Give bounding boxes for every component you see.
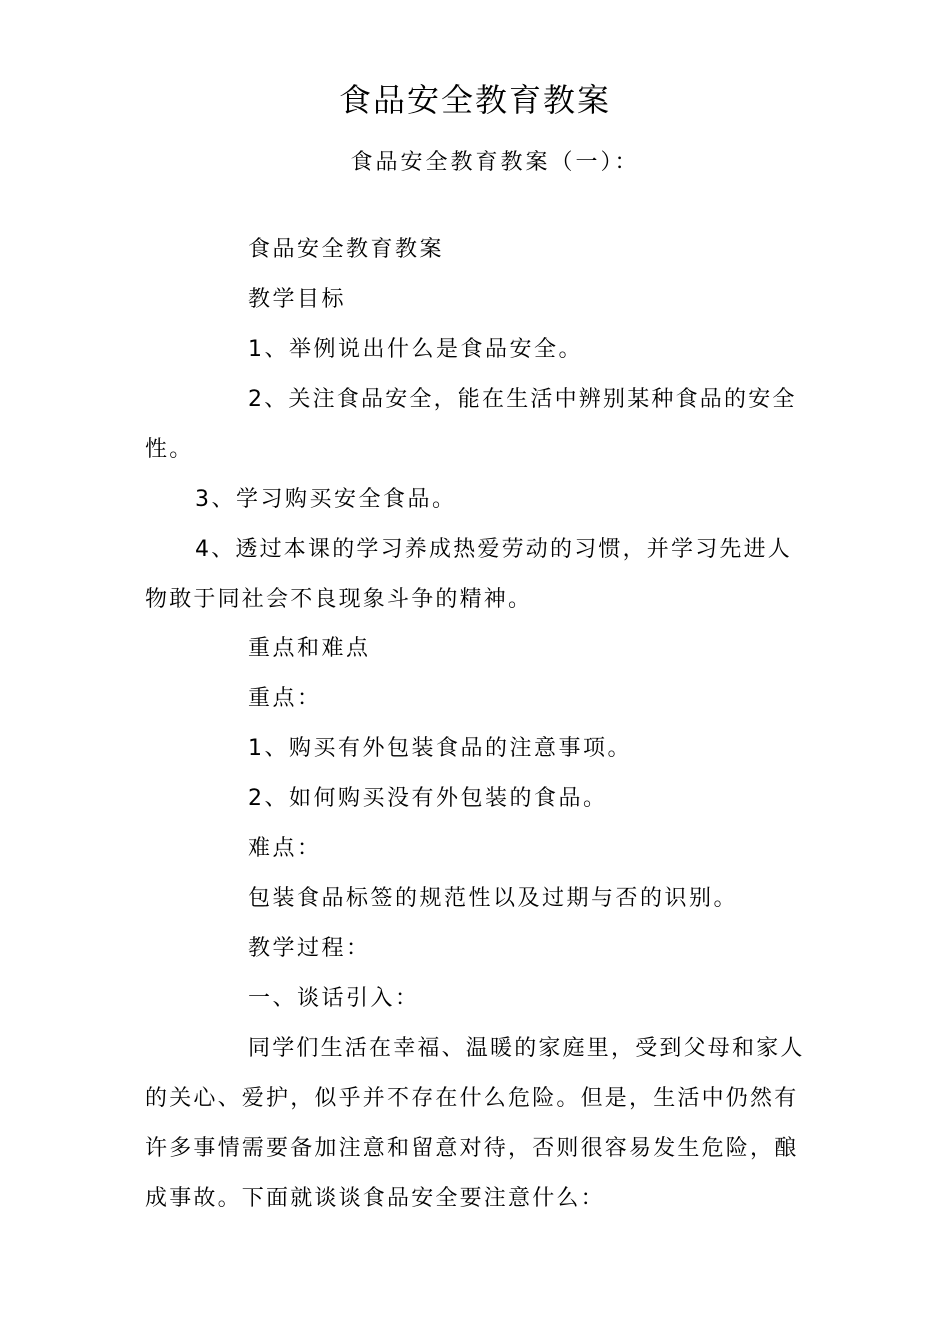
goal-item-1: 1、举例说出什么是食品安全。 <box>248 337 583 362</box>
process-heading: 教学过程： <box>248 936 371 961</box>
goal-item-3: 3、学习购买安全食品。 <box>195 487 457 512</box>
section-1-heading: 一、谈话引入： <box>248 986 420 1011</box>
key-point-2: 2、如何购买没有外包装的食品。 <box>248 786 608 811</box>
goal-item-2: 2、关注食品安全，能在生活中辨别某种食品的安全性。 <box>145 387 797 462</box>
lesson-heading: 食品安全教育教案 <box>248 237 445 262</box>
intro-paragraph: 同学们生活在幸福、温暖的家庭里，受到父母和家人的关心、爱护，似乎并不存在什么危险。但是，生活中仍然有许多事情需要备加注意和留意对待，否则很容易发生危险，酿成事故。下面就谈谈食品安全要注意什么： <box>145 1036 805 1211</box>
key-point-1: 1、购买有外包装食品的注意事项。 <box>248 736 632 761</box>
key-difficult-heading: 重点和难点 <box>248 636 371 661</box>
goal-item-4: 4、透过本课的学习养成热爱劳动的习惯，并学习先进人物敢于同社会不良现象斗争的精神。 <box>145 537 792 612</box>
goals-heading: 教学目标 <box>248 287 347 312</box>
document-title: 食品安全教育教案 <box>338 81 611 119</box>
document-subtitle: 食品安全教育教案（一）： <box>350 150 640 175</box>
difficult-point-1: 包装食品标签的规范性以及过期与否的识别。 <box>248 886 739 911</box>
key-points-label: 重点： <box>248 686 322 711</box>
difficult-points-label: 难点： <box>248 836 322 861</box>
